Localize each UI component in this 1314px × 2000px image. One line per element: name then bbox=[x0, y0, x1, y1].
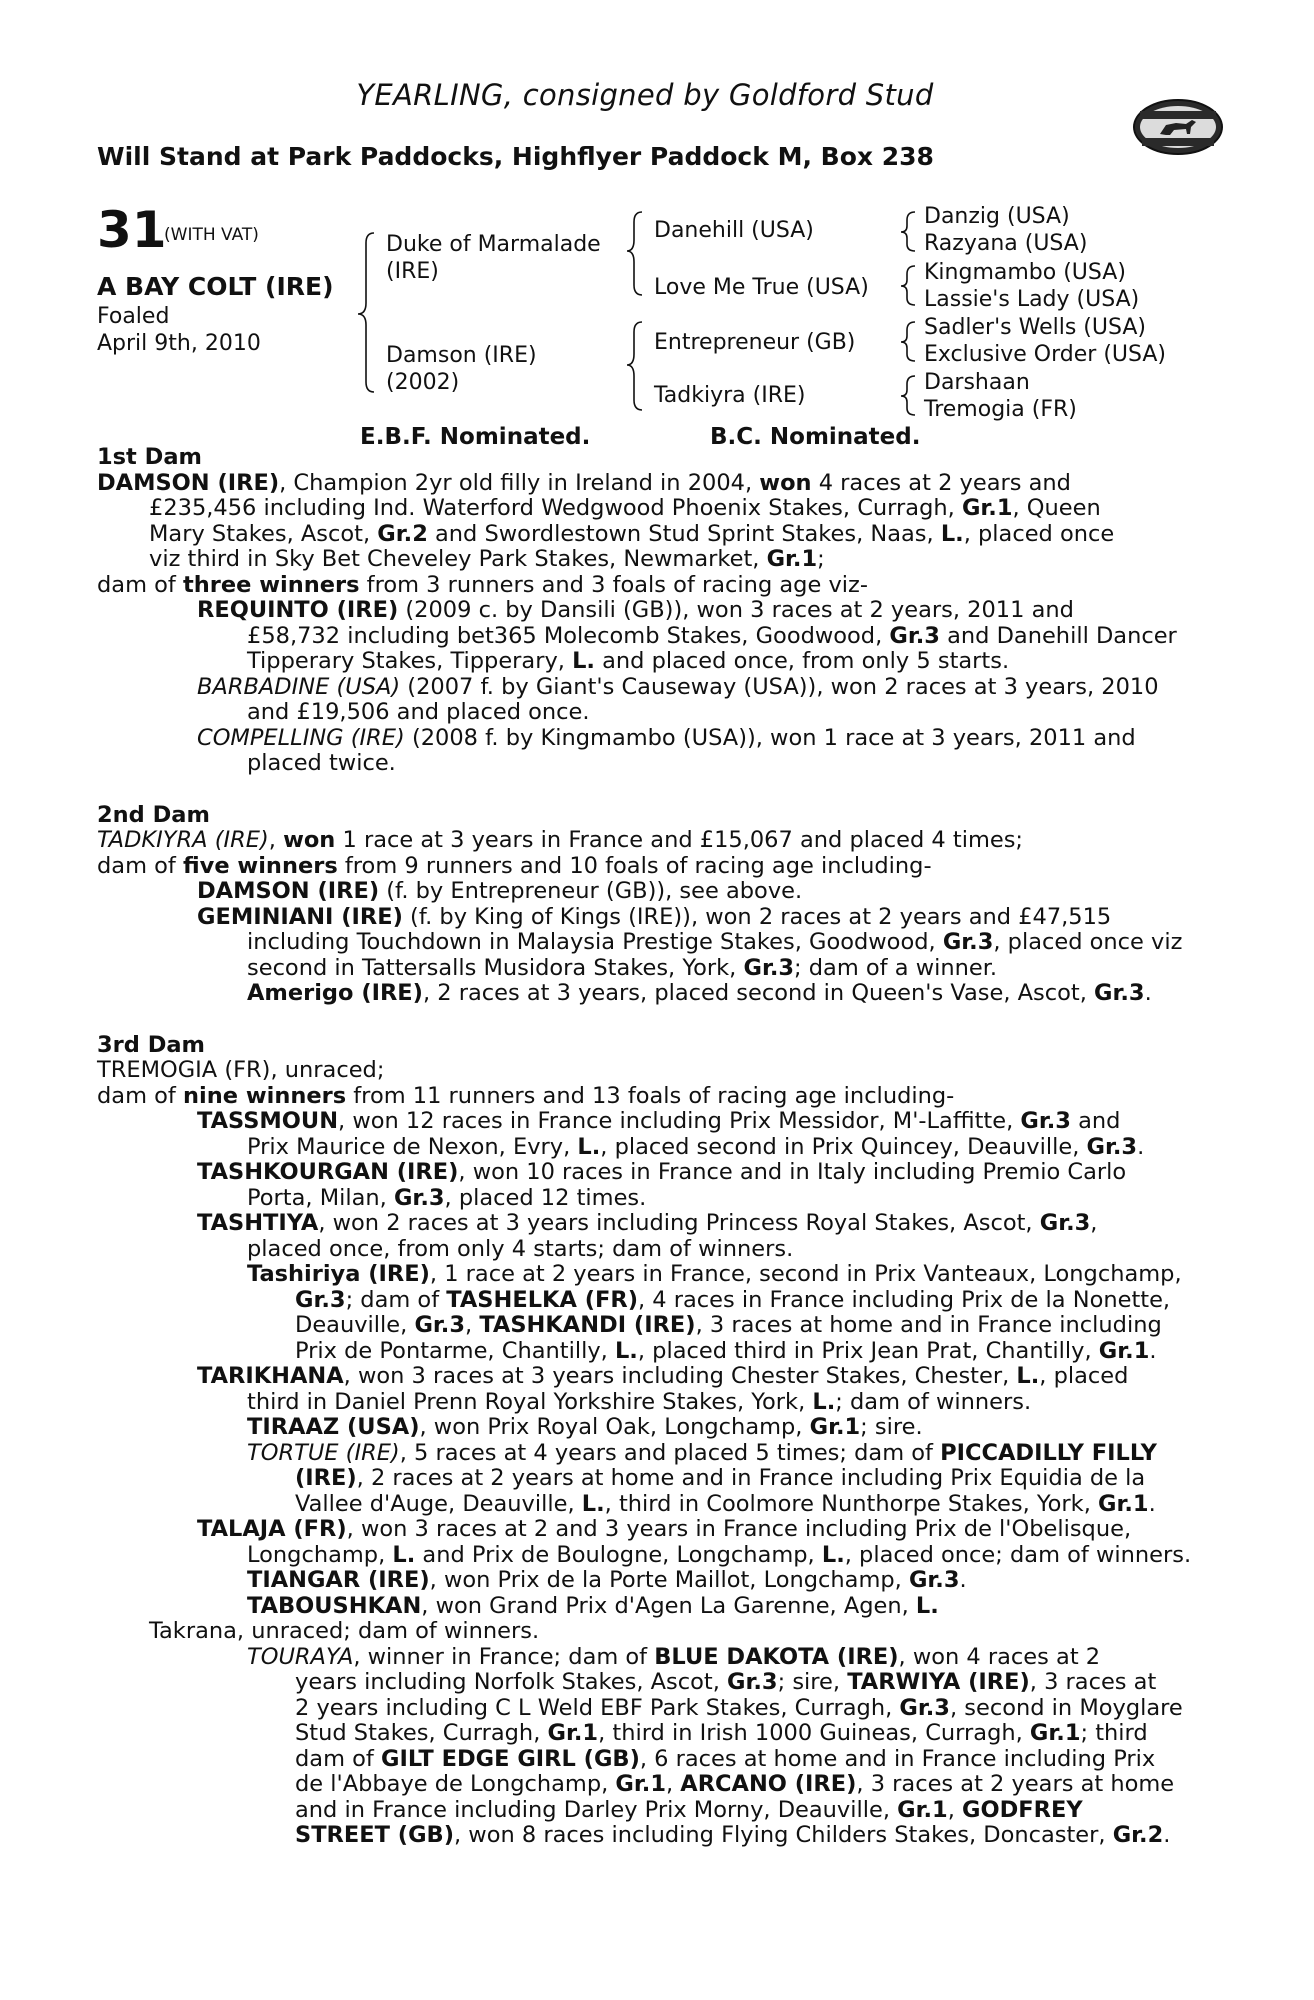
bold-text: TIRAAZ (USA) bbox=[247, 1414, 420, 1440]
text-run: Longchamp, bbox=[247, 1541, 393, 1568]
bold-text: Gr.3 bbox=[1020, 1108, 1071, 1134]
bold-text: (IRE) bbox=[295, 1465, 357, 1491]
bold-text: TIANGAR (IRE) bbox=[247, 1567, 430, 1593]
text-run: from 9 runners and 10 foals of racing age including- bbox=[337, 852, 932, 879]
text-run: and placed once, from only 5 starts. bbox=[594, 648, 1010, 674]
bold-text: Gr.1 bbox=[615, 1771, 666, 1797]
text-line bbox=[97, 1262, 1201, 1288]
bold-text: BLUE DAKOTA (IRE) bbox=[654, 1643, 899, 1670]
text-run: , placed 12 times. bbox=[444, 1184, 647, 1211]
text-line bbox=[97, 496, 1201, 522]
bold-text: Gr.3 bbox=[727, 1669, 778, 1695]
paragraph-gap bbox=[97, 777, 1201, 803]
bold-text: won bbox=[759, 469, 812, 496]
bold-text: TASSMOUN bbox=[197, 1108, 339, 1134]
bold-text: Gr.3 bbox=[1039, 1210, 1091, 1236]
text-run: , bbox=[665, 1771, 681, 1797]
text-run: second in Tattersalls Musidora Stakes, York, bbox=[247, 954, 744, 981]
bold-text: L. bbox=[940, 520, 964, 547]
text-run: Takrana, unraced; dam of winners. bbox=[149, 1618, 540, 1644]
bold-text: TASHKOURGAN (IRE) bbox=[197, 1159, 459, 1185]
text-run: , won 4 races at 2 bbox=[898, 1643, 1101, 1670]
text-line bbox=[97, 1441, 1201, 1467]
text-run: years including Norfolk Stakes, Ascot, bbox=[295, 1669, 728, 1695]
bold-text: nine winners bbox=[182, 1082, 347, 1109]
text-line bbox=[97, 1747, 1201, 1773]
text-run: and £19,506 and placed once. bbox=[247, 699, 590, 725]
text-run: , won Prix Royal Oak, Longchamp, bbox=[419, 1414, 810, 1440]
dam-dam: Tadkiyra (IRE) bbox=[654, 383, 806, 408]
text-run: dam of bbox=[97, 852, 183, 879]
bold-text: Tashiriya (IRE) bbox=[247, 1261, 430, 1287]
bold-text: TASHKANDI (IRE) bbox=[479, 1312, 696, 1338]
text-run: from 3 runners and 3 foals of racing age viz- bbox=[359, 571, 868, 598]
text-line bbox=[97, 1033, 1201, 1059]
bold-text: TASHELKA (FR) bbox=[446, 1286, 638, 1313]
text-run: and Swordlestown Stud Sprint Stakes, Naas, bbox=[427, 520, 941, 547]
lot-number: 31 bbox=[97, 201, 167, 259]
italic-text: TADKIYRA (IRE) bbox=[97, 827, 269, 853]
bold-text: L. bbox=[577, 1133, 601, 1160]
text-run: . bbox=[1137, 1133, 1145, 1160]
bold-text: Gr.3 bbox=[889, 622, 940, 649]
bold-text: Gr.3 bbox=[1094, 980, 1145, 1006]
bold-text: Gr.1 bbox=[1098, 1337, 1150, 1364]
text-run: Deauville, bbox=[295, 1312, 415, 1338]
text-line bbox=[97, 471, 1201, 497]
text-line bbox=[97, 1594, 1201, 1620]
text-run: dam of bbox=[97, 571, 183, 598]
text-run: , bbox=[1090, 1210, 1098, 1236]
ancestor-danzig: Danzig (USA) bbox=[924, 204, 1070, 229]
text-run: placed twice. bbox=[247, 750, 396, 776]
text-run: , second in Moyglare bbox=[949, 1694, 1183, 1721]
bold-text: Gr.1 bbox=[1029, 1720, 1081, 1746]
text-run: , Champion 2yr old filly in Ireland in 2004, bbox=[279, 469, 760, 496]
text-run: ; third bbox=[1080, 1720, 1148, 1746]
text-run: , won 8 races including Flying Childers Stakes, Doncaster, bbox=[453, 1822, 1113, 1848]
text-run: Prix Maurice de Nexon, Evry, bbox=[247, 1133, 578, 1160]
bold-text: L. bbox=[572, 648, 595, 674]
text-run: , 2 races at 2 years at home and in France including Prix Equidia de la bbox=[356, 1465, 1146, 1491]
bold-text: STREET (GB) bbox=[295, 1822, 454, 1848]
text-run: , bbox=[268, 827, 284, 853]
foaled-date: April 9th, 2010 bbox=[97, 331, 261, 356]
brace-entrepreneur bbox=[901, 322, 915, 361]
text-line bbox=[97, 1670, 1201, 1696]
ancestor-exclusive-order: Exclusive Order (USA) bbox=[924, 342, 1167, 367]
bold-text: Gr.1 bbox=[809, 1414, 861, 1440]
text-line bbox=[97, 751, 1201, 777]
text-run: , 2 races at 3 years, placed second in Queen's Vase, Ascot, bbox=[422, 980, 1095, 1006]
text-run: ; dam of winners. bbox=[835, 1388, 1032, 1415]
text-run: dam of bbox=[295, 1745, 381, 1772]
text-run: and bbox=[1070, 1108, 1121, 1134]
text-line bbox=[97, 1313, 1201, 1339]
text-line bbox=[97, 981, 1201, 1007]
text-line bbox=[97, 1109, 1201, 1135]
bold-text: L. bbox=[581, 1490, 605, 1517]
text-line bbox=[97, 854, 1201, 880]
bold-text: ARCANO (IRE) bbox=[680, 1771, 857, 1797]
text-line bbox=[97, 700, 1201, 726]
text-line bbox=[97, 879, 1201, 905]
text-line bbox=[97, 1619, 1201, 1645]
bold-text: L. bbox=[915, 1592, 939, 1619]
bold-text: REQUINTO (IRE) bbox=[197, 597, 399, 623]
page-title: YEARLING, consigned by Goldford Stud bbox=[356, 78, 934, 112]
ebf-nomination: E.B.F. Nominated. bbox=[360, 424, 591, 450]
text-line bbox=[97, 956, 1201, 982]
text-line bbox=[97, 1721, 1201, 1747]
ancestor-tremogia: Tremogia (FR) bbox=[924, 397, 1077, 422]
bold-text: GODFREY bbox=[962, 1796, 1083, 1823]
bold-text: Gr.1 bbox=[547, 1720, 599, 1746]
bold-text: Gr.1 bbox=[1098, 1490, 1149, 1517]
text-line bbox=[97, 1823, 1201, 1849]
text-run: , placed once viz bbox=[993, 929, 1183, 955]
bold-text: PICCADILLY FILLY bbox=[940, 1439, 1157, 1466]
text-line bbox=[97, 1211, 1201, 1237]
bold-text: Gr.3 bbox=[414, 1312, 465, 1338]
text-run: and in France including Darley Prix Morny, Deauville, bbox=[295, 1796, 898, 1823]
bold-text: Amerigo (IRE) bbox=[247, 980, 423, 1006]
text-line bbox=[97, 649, 1201, 675]
sire-dam: Love Me True (USA) bbox=[654, 275, 869, 300]
text-run: . bbox=[959, 1567, 967, 1593]
text-run: , won Prix de la Porte Maillot, Longchamp, bbox=[429, 1567, 909, 1593]
paragraph-gap bbox=[97, 1007, 1201, 1033]
ancestor-sadlers-wells: Sadler's Wells (USA) bbox=[924, 315, 1146, 340]
bold-text: DAMSON (IRE) bbox=[197, 878, 380, 904]
bold-text: L. bbox=[812, 1388, 836, 1415]
text-run: ; sire, bbox=[777, 1669, 848, 1695]
text-run: (f. by King of Kings (IRE)), won 2 races at 2 years and £47,515 bbox=[402, 903, 1112, 930]
text-run: Tipperary Stakes, Tipperary, bbox=[247, 648, 573, 674]
catalogue-text bbox=[97, 445, 1201, 1849]
bold-text: won bbox=[283, 827, 336, 853]
text-run: ; dam of bbox=[345, 1286, 447, 1313]
bc-nomination: B.C. Nominated. bbox=[710, 424, 921, 450]
ancestor-darshaan: Darshaan bbox=[924, 370, 1030, 395]
text-line bbox=[97, 1390, 1201, 1416]
bold-text: 1st Dam bbox=[97, 444, 202, 470]
text-run: 2 years including C L Weld EBF Park Stakes, Curragh, bbox=[295, 1694, 900, 1721]
ancestor-kingmambo: Kingmambo (USA) bbox=[924, 260, 1126, 285]
text-line bbox=[97, 1466, 1201, 1492]
italic-text: TORTUE (IRE) bbox=[247, 1439, 400, 1466]
dam-year: (2002) bbox=[386, 370, 460, 395]
bold-text: TARWIYA (IRE) bbox=[847, 1669, 1030, 1695]
text-run: (2008 f. by Kingmambo (USA)), won 1 race at 3 years, 2011 and bbox=[404, 724, 1136, 751]
text-run: 1 race at 3 years in France and £15,067 and placed 4 times; bbox=[335, 827, 1024, 853]
bold-text: Gr.3 bbox=[942, 929, 994, 955]
text-run: £235,456 including Ind. Waterford Wedgwood Phoenix Stakes, Curragh, bbox=[149, 495, 962, 521]
text-run: Prix de Pontarme, Chantilly, bbox=[295, 1337, 615, 1364]
bold-text: L. bbox=[392, 1541, 416, 1568]
text-run: , Queen bbox=[1012, 495, 1101, 521]
dam-name: Damson (IRE) bbox=[386, 343, 537, 368]
text-run: Porta, Milan, bbox=[247, 1184, 394, 1211]
text-line bbox=[97, 1492, 1201, 1518]
text-line bbox=[97, 1543, 1201, 1569]
text-line bbox=[97, 598, 1201, 624]
text-run: . bbox=[1148, 1490, 1156, 1517]
sire-sire: Danehill (USA) bbox=[654, 218, 814, 243]
bold-text: Gr.3 bbox=[908, 1567, 960, 1593]
sire-name: Duke of Marmalade bbox=[386, 232, 601, 257]
text-run: , 3 races at bbox=[1029, 1669, 1157, 1695]
text-run: , won Grand Prix d'Agen La Garenne, Agen, bbox=[421, 1592, 916, 1619]
bold-text: TALAJA (FR) bbox=[197, 1516, 347, 1542]
text-line bbox=[97, 573, 1201, 599]
text-line bbox=[97, 930, 1201, 956]
text-line bbox=[97, 1288, 1201, 1314]
text-run: ; sire. bbox=[860, 1414, 923, 1440]
text-run: , won 3 races at 2 and 3 years in France including Prix de l'Obelisque, bbox=[346, 1516, 1132, 1542]
italic-text: TOURAYA bbox=[247, 1643, 354, 1670]
bold-text: Gr.3 bbox=[295, 1286, 346, 1313]
text-line bbox=[97, 1364, 1201, 1390]
text-run: (2007 f. by Giant's Causeway (USA)), won 2 races at 3 years, 2010 bbox=[400, 673, 1159, 700]
text-run: Vallee d'Auge, Deauville, bbox=[295, 1490, 582, 1517]
ancestor-razyana: Razyana (USA) bbox=[924, 231, 1088, 256]
brace-love-me-true bbox=[901, 266, 915, 305]
text-run: , third in Coolmore Nunthorpe Stakes, York, bbox=[604, 1490, 1098, 1517]
text-run: , won 3 races at 3 years including Chester Stakes, Chester, bbox=[343, 1363, 1017, 1389]
text-run: from 11 runners and 13 foals of racing age including- bbox=[346, 1082, 955, 1109]
text-run: . bbox=[1149, 1337, 1157, 1364]
brace-sire-parents bbox=[627, 212, 642, 295]
text-line bbox=[97, 828, 1201, 854]
bold-text: Gr.1 bbox=[961, 495, 1013, 521]
sire-suffix: (IRE) bbox=[386, 259, 439, 284]
text-line bbox=[97, 1568, 1201, 1594]
text-run: dam of bbox=[97, 1082, 183, 1109]
bold-text: L. bbox=[1016, 1363, 1040, 1389]
text-run: , placed second in Prix Quincey, Deauville, bbox=[600, 1133, 1087, 1160]
text-line bbox=[97, 522, 1201, 548]
text-run: third in Daniel Prenn Royal Yorkshire Stakes, York, bbox=[247, 1388, 813, 1415]
vat-note: (WITH VAT) bbox=[164, 225, 259, 245]
stand-location: Will Stand at Park Paddocks, Highflyer Paddock M, Box 238 bbox=[97, 142, 934, 171]
italic-text: COMPELLING (IRE) bbox=[197, 724, 405, 751]
text-run: Stud Stakes, Curragh, bbox=[295, 1720, 548, 1746]
text-run: Mary Stakes, Ascot, bbox=[149, 520, 378, 547]
text-run: £58,732 including bet365 Molecomb Stakes, Goodwood, bbox=[247, 622, 890, 649]
bold-text: GILT EDGE GIRL (GB) bbox=[380, 1745, 640, 1772]
text-run: , 4 races in France including Prix de la Nonette, bbox=[637, 1286, 1171, 1313]
text-line bbox=[97, 905, 1201, 931]
ancestor-lassies-lady: Lassie's Lady (USA) bbox=[924, 287, 1140, 312]
text-run: , 3 races at 2 years at home bbox=[856, 1771, 1175, 1797]
text-run: , 3 races at home and in France including bbox=[695, 1312, 1162, 1338]
brace-danehill bbox=[901, 212, 915, 251]
italic-text: BARBADINE (USA) bbox=[197, 673, 401, 700]
text-line bbox=[97, 1339, 1201, 1365]
text-line bbox=[97, 1645, 1201, 1671]
text-run: and Prix de Boulogne, Longchamp, bbox=[415, 1541, 822, 1568]
brace-dam-parents bbox=[627, 322, 642, 410]
bold-text: L. bbox=[821, 1541, 845, 1568]
dam-sire: Entrepreneur (GB) bbox=[654, 330, 856, 355]
bold-text: Gr.3 bbox=[393, 1184, 445, 1211]
text-line bbox=[97, 1186, 1201, 1212]
bold-text: five winners bbox=[182, 852, 338, 879]
text-line bbox=[97, 1517, 1201, 1543]
text-line bbox=[97, 1696, 1201, 1722]
text-line bbox=[97, 1135, 1201, 1161]
bold-text: Gr.1 bbox=[766, 546, 818, 572]
text-run: , placed once; dam of winners. bbox=[844, 1541, 1192, 1568]
bold-text: Gr.2 bbox=[1112, 1822, 1164, 1848]
bold-text: 2nd Dam bbox=[97, 801, 210, 828]
text-run: (2009 c. by Dansili (GB)), won 3 races at 2 years, 2011 and bbox=[398, 597, 1074, 623]
bold-text: TABOUSHKAN bbox=[247, 1592, 422, 1619]
bold-text: Gr.3 bbox=[899, 1694, 950, 1721]
text-line bbox=[97, 1415, 1201, 1441]
text-run: , 1 race at 2 years in France, second in Prix Vanteaux, Longchamp, bbox=[429, 1261, 1182, 1287]
text-line bbox=[97, 1058, 1201, 1084]
text-line bbox=[97, 1772, 1201, 1798]
text-run: ; dam of a winner. bbox=[794, 954, 998, 981]
text-run: placed once, from only 4 starts; dam of winners. bbox=[247, 1235, 794, 1262]
text-run: 4 races at 2 years and bbox=[811, 469, 1071, 496]
text-run: , bbox=[465, 1312, 480, 1338]
text-line bbox=[97, 445, 1201, 471]
bold-text: Gr.1 bbox=[897, 1796, 948, 1823]
text-line bbox=[97, 1084, 1201, 1110]
text-run: , placed third in Prix Jean Prat, Chantilly, bbox=[637, 1337, 1099, 1364]
text-line bbox=[97, 547, 1201, 573]
text-run: TREMOGIA (FR), unraced; bbox=[97, 1057, 385, 1083]
foaled-label: Foaled bbox=[97, 304, 170, 329]
text-run: , won 12 races in France including Prix Messidor, M'-Laffitte, bbox=[338, 1108, 1021, 1134]
bold-text: L. bbox=[614, 1337, 638, 1364]
text-line bbox=[97, 1160, 1201, 1186]
text-run: , 6 races at home and in France including Prix bbox=[639, 1745, 1156, 1772]
text-run: including Touchdown in Malaysia Prestige Stakes, Goodwood, bbox=[247, 929, 943, 955]
bold-text: GEMINIANI (IRE) bbox=[197, 903, 403, 930]
text-run: . bbox=[1144, 980, 1152, 1006]
text-line bbox=[97, 675, 1201, 701]
bold-text: Gr.3 bbox=[743, 954, 795, 981]
text-line bbox=[97, 1237, 1201, 1263]
brace-tadkiyra bbox=[901, 376, 915, 415]
text-run: , placed bbox=[1039, 1363, 1129, 1389]
bold-text: Gr.2 bbox=[377, 520, 428, 547]
text-run: and Danehill Dancer bbox=[939, 622, 1177, 649]
text-line bbox=[97, 624, 1201, 650]
text-run: , placed once bbox=[963, 520, 1115, 547]
text-run: , winner in France; dam of bbox=[353, 1643, 655, 1670]
text-run: . bbox=[1163, 1822, 1171, 1848]
text-run: (f. by Entrepreneur (GB)), see above. bbox=[379, 878, 803, 904]
text-run: , third in Irish 1000 Guineas, Curragh, bbox=[598, 1720, 1030, 1746]
text-run: , won 10 races in France and in Italy including Premio Carlo bbox=[458, 1159, 1127, 1185]
text-run: de l'Abbaye de Longchamp, bbox=[295, 1771, 616, 1797]
bold-text: 3rd Dam bbox=[97, 1031, 205, 1058]
lot-name: A BAY COLT (IRE) bbox=[97, 272, 334, 301]
bold-text: TASHTIYA bbox=[197, 1210, 319, 1236]
bold-text: three winners bbox=[182, 571, 360, 598]
bold-text: DAMSON (IRE) bbox=[97, 469, 280, 496]
text-line bbox=[97, 803, 1201, 829]
text-run: ; bbox=[817, 546, 825, 572]
text-line bbox=[97, 726, 1201, 752]
text-line bbox=[97, 1798, 1201, 1824]
bold-text: TARIKHANA bbox=[197, 1363, 344, 1389]
bold-text: Gr.3 bbox=[1086, 1133, 1138, 1160]
brace-sire-dam bbox=[358, 233, 374, 392]
text-run: , bbox=[947, 1796, 963, 1823]
text-run: , won 2 races at 3 years including Princess Royal Stakes, Ascot, bbox=[318, 1210, 1040, 1236]
text-run: viz third in Sky Bet Cheveley Park Stakes, Newmarket, bbox=[149, 546, 767, 572]
text-run: , 5 races at 4 years and placed 5 times; dam of bbox=[399, 1439, 941, 1466]
